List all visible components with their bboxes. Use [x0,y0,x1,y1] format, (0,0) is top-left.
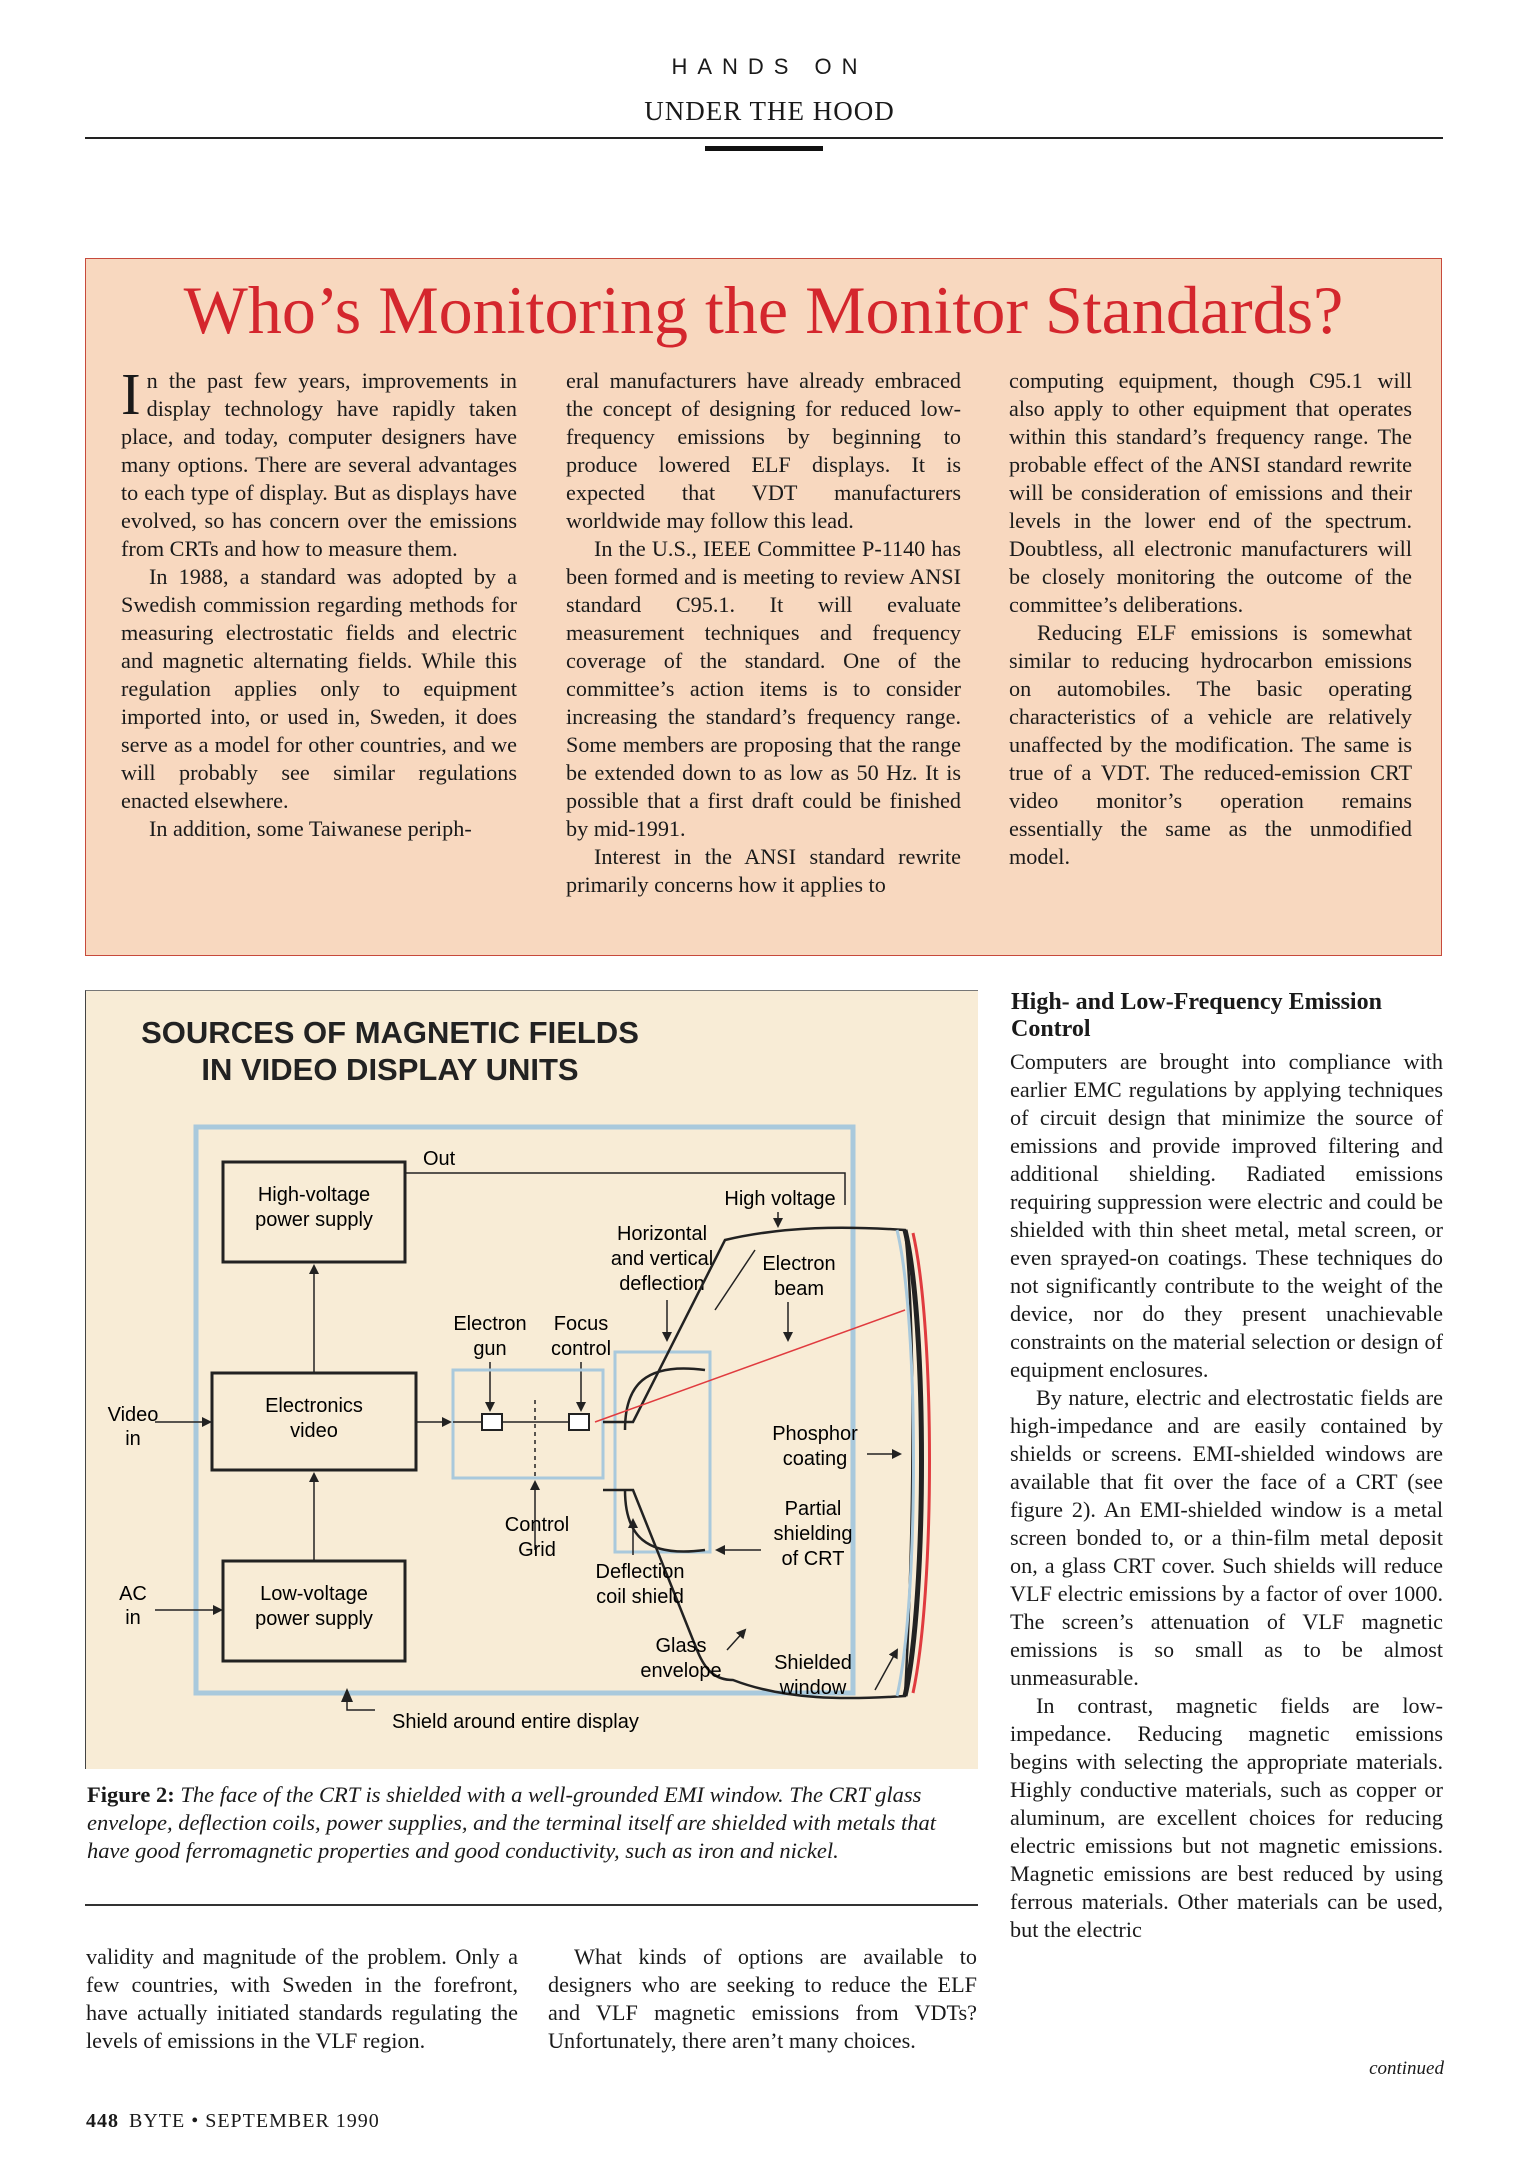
paragraph: eral manufacturers have already embraced the concept of designing for reduced low-frequency emissions by beginning to produce lowered ELF displays. It is expected that VDT manufacturers worldwide may follow this lead. [566,368,961,533]
subhead: High- and Low-Frequency Emission Control [1011,989,1382,1042]
caption-label: Figure 2: [87,1782,175,1807]
crt-glass-envelope [603,1228,913,1698]
electron-beam-ray [595,1310,905,1422]
lv-supply-label-1: Low-voltage [260,1583,368,1605]
control-grid-label-1: Control [504,1514,570,1536]
partial-shield-label-3: of CRT [781,1548,845,1570]
glass-arrow [727,1630,745,1650]
phosphor-label-2: coating [782,1448,848,1470]
ac-in-label-1: AC [119,1583,147,1605]
glass-label-2: envelope [640,1660,722,1682]
bottom-column-1: validity and magnitude of the problem. Only a few countries, with Sweden in the forefront, have actually initiated standards regulating the levels of emissions in the VLF region. [86,1944,518,2053]
drop-cap: I [121,361,141,427]
sidebar-title: Who’s Monitoring the Monitor Standards? [183,272,1344,348]
window-arrow [875,1650,897,1690]
header-tab-rule [705,146,823,151]
shield-entire-label: Shield around entire display [392,1711,639,1733]
video-in-label-1: Video [107,1404,159,1426]
crt-diagram [85,990,978,1769]
caption-rule [85,1904,978,1906]
electronics-label-2: video [290,1420,338,1442]
magazine-issue: BYTE • SEPTEMBER 1990 [129,2110,380,2132]
deflection-label-1: Horizontal [616,1223,708,1245]
deflection-leader [715,1250,755,1310]
paragraph: Interest in the ANSI standard rewrite primarily concerns how it applies to [566,844,961,897]
page-footer [86,2110,380,2133]
paragraph: n the past few years, improvements in display technology have rapidly taken place, and today, computer designers have many options. There are several advantages to each type of display. But as displays have evolved, so has concern over the emissions from CRTs and how to measure them. [121,368,517,561]
continued-note: continued [1369,2058,1444,2079]
hv-supply-label-2: power supply [255,1209,373,1231]
header-rule [85,137,1443,139]
defl-coil-shield-label-2: coil shield [596,1586,684,1608]
gun-label-2: gun [473,1338,507,1360]
sidebar-column-2 [566,367,961,899]
figure-caption [87,1781,967,1865]
window-label-2: window [779,1677,847,1699]
paragraph: In contrast, magnetic fields are low-impedance. Reducing magnetic emissions begins with selecting the appropriate materials. Highly conductive materials, such as copper or aluminum, are excellent choices for reducing electric emissions but not magnetic emissions. Magnetic emissions are best reduced by using ferrous materials. Other materials can be used, but the electric [1010,1693,1443,1942]
paragraph: computing equipment, though C95.1 will also apply to other equipment that operates within this standard’s frequency range. The probable effect of the ANSI standard rewrite will be consideration of emissions and their levels in the lower end of the spectrum. Doubtless, all electronic manufacturers will be closely monitoring the outcome of the committee’s deliberations. [1009,368,1412,617]
upper-deflection-coil [625,1368,705,1430]
gun-cathode [482,1414,502,1430]
deflection-label-3: deflection [619,1273,705,1295]
window-label-1: Shielded [774,1652,852,1674]
beam-label-1: Electron [762,1253,836,1275]
glass-label-1: Glass [655,1635,707,1657]
lv-supply-label-2: power supply [255,1608,373,1630]
hv-supply-label-1: High-voltage [257,1184,371,1206]
partial-shield-label-2: shielding [773,1523,853,1545]
sidebar-column-1 [121,361,517,843]
figure-title-line-2: IN VIDEO DISPLAY UNITS [201,1052,579,1087]
bottom-column-2 [548,1943,977,2055]
phosphor-label-1: Phosphor [772,1423,858,1445]
electronics-label-1: Electronics [265,1395,363,1417]
section-title: UNDER THE HOOD [644,96,895,126]
gun-label-1: Electron [453,1313,527,1335]
caption-text: The face of the CRT is shielded with a well-grounded EMI window. The CRT glass envelope, deflection coils, power supplies, and the terminal itself are shielded with metals that have good ferromagnetic properties and good conductivity, such as iron and nickel. [87,1782,937,1863]
focus-element [569,1414,589,1430]
beam-label-2: beam [773,1278,825,1300]
focus-label-2: control [550,1338,612,1360]
paragraph: In the U.S., IEEE Committee P-1140 has been formed and is meeting to review ANSI standard C95.1. It will evaluate measurement techniques and frequency coverage of the standard. One of the committee’s action items is to consider increasing the standard’s frequency range. Some members are proposing that the range be extended down to as low as 50 Hz. It is possible that a first draft could be finished by mid-1991. [566,536,961,841]
control-grid-label-2: Grid [518,1539,556,1561]
paragraph: Computers are brought into compliance with earlier EMC regulations by applying techniques of circuit design that minimize the source of emissions and provide improved filtering and additional shielding. Radiated emissions requiring suppression were electric and could be shielded with thin sheet metal, metal screen, or even sprayed-on coatings. These techniques do not significantly contribute to the weight of the device, nor do they present unachievable constraints on the material selection or design of equipment enclosures. [1010,1049,1443,1382]
paragraph: In addition, some Taiwanese periph- [149,816,472,841]
out-label: Out [423,1148,456,1170]
paragraph: Reducing ELF emissions is somewhat similar to reducing hydrocarbon emissions on automobiles. The basic operating characteristics of a vehicle are relatively unaffected by the modification. The same is true of a VDT. The reduced-emission CRT video monitor’s operation remains essentially the same as the unmodified model. [1009,620,1412,869]
defl-coil-shield-label-1: Deflection [595,1561,685,1583]
partial-shield-label-1: Partial [784,1498,842,1520]
high-voltage-label: High voltage [724,1188,836,1210]
paragraph: What kinds of options are available to designers who are seeking to reduce the ELF and VLF magnetic emissions from VDTs? Unfortunately, there aren’t many choices. [548,1944,977,2053]
focus-label-1: Focus [553,1313,609,1335]
paragraph: By nature, electric and electrostatic fields are high-impedance and are easily contained by shields or screens. EMI-shielded windows are available that fit over the face of a CRT (see figure 2). An EMI-shielded window is a metal screen bonded to, or a thin-film metal deposit on, a glass CRT cover. Such shields will reduce VLF electric emissions by a factor of over 1000. The screen’s attenuation of VLF magnetic emissions is so small as to be almost unmeasurable. [1010,1385,1443,1690]
figure-title-line-1: SOURCES OF MAGNETIC FIELDS [141,1015,639,1050]
deflection-label-2: and vertical [610,1248,714,1270]
right-column-text [1010,1048,1443,1944]
video-in-label-2: in [125,1428,141,1450]
ac-in-label-2: in [125,1607,141,1629]
page-number: 448 [86,2110,119,2132]
section-kicker: HANDS ON [671,54,868,79]
sidebar-column-3 [1009,367,1412,871]
paragraph: In 1988, a standard was adopted by a Swedish commission regarding methods for measuring electrostatic fields and electric and magnetic alternating fields. While this regulation applies only to equipment imported into, or used in, Sweden, it does serve as a model for other countries, and we will probably see similar regulations enacted elsewhere. [121,564,517,813]
